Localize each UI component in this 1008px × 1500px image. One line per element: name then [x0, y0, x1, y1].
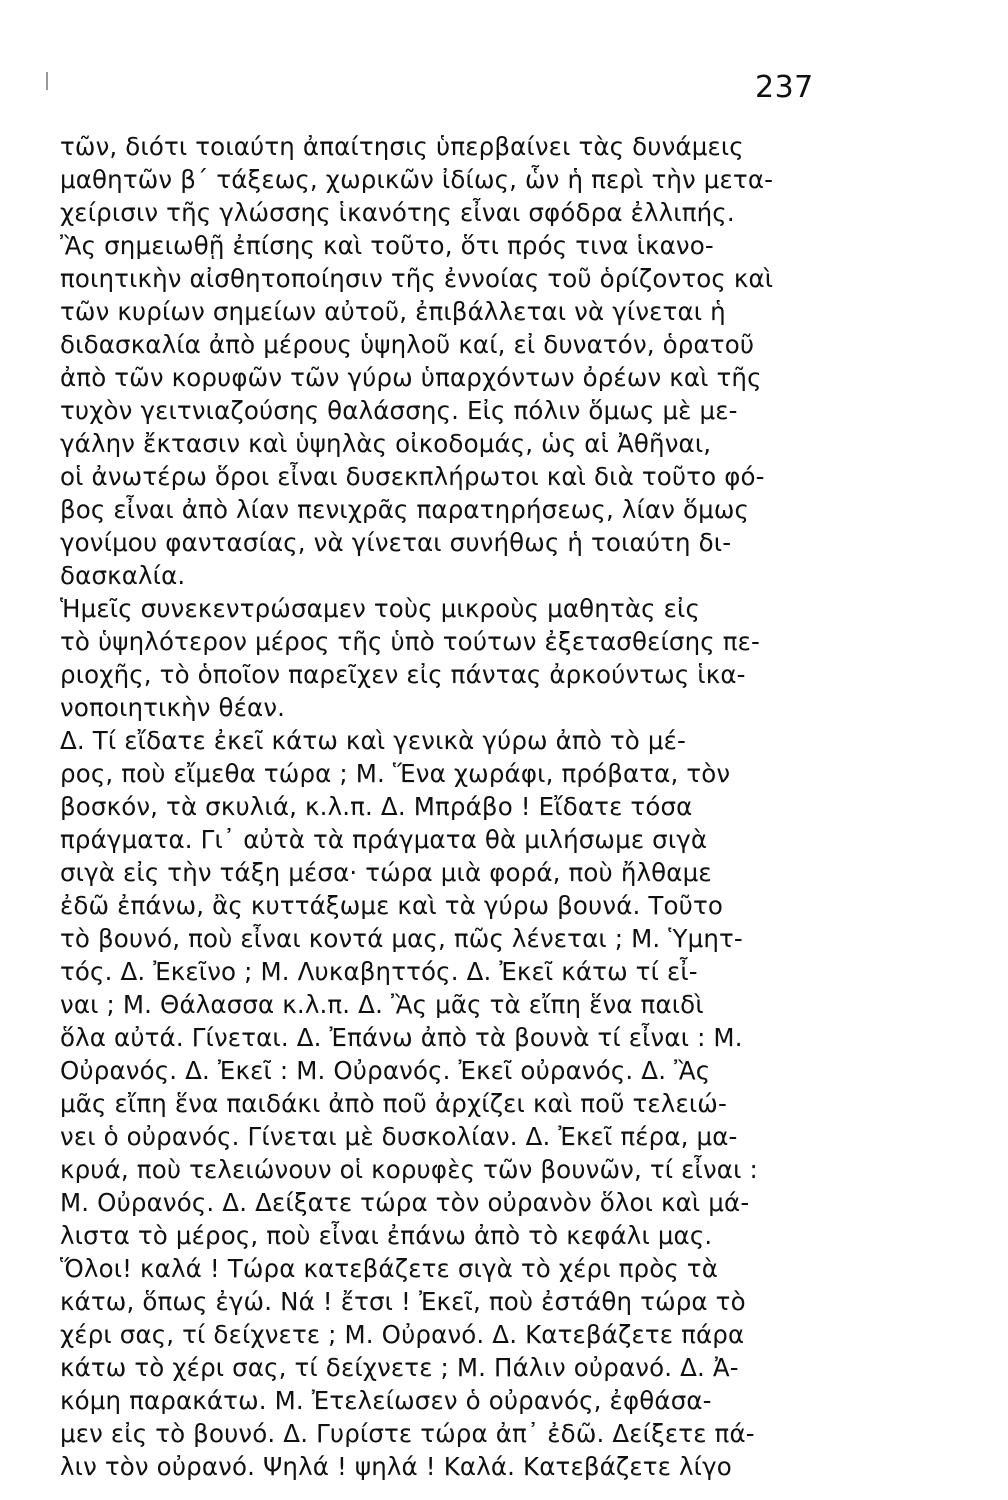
text-line: σιγὰ εἰς τὴν τάξη μέσα· τώρα μιὰ φορά, ποὺ ἤλθαμε	[60, 858, 712, 887]
text-line: μᾶς εἴπη ἕνα παιδάκι ἀπὸ ποῦ ἀρχίζει καὶ ποῦ τελειώ-	[60, 1089, 727, 1118]
text-line: νει ὁ οὐρανός. Γίνεται μὲ δυσκολίαν. Δ. Ἐκεῖ πέρα, μα-	[60, 1122, 738, 1151]
text-line: κάτω τὸ χέρι σας, τί δείχνετε ; Μ. Πάλιν οὐρανό. Δ. Ἀ-	[60, 1353, 739, 1382]
text-line: διδασκαλία ἀπὸ μέρους ὑψηλοῦ καί, εἰ δυνατόν, ὁρατοῦ	[60, 330, 755, 359]
text-line: ποιητικὴν αἰσθητοποίησιν τῆς ἐννοίας τοῦ ὁρίζοντος καὶ	[60, 264, 774, 293]
text-line: κάτω, ὅπως ἐγώ. Νά ! ἔτσι ! Ἐκεῖ, ποὺ ἐστάθη τώρα τὸ	[60, 1287, 746, 1316]
text-line: τός. Δ. Ἐκεῖνο ; Μ. Λυκαβηττός. Δ. Ἐκεῖ κάτω τί εἶ-	[60, 957, 698, 986]
text-line: βος εἶναι ἀπὸ λίαν πενιχρᾶς παρατηρήσεως, λίαν ὅμως	[60, 495, 750, 524]
text-line: Ἡμεῖς συνεκεντρώσαμεν τοὺς μικροὺς μαθητὰς εἰς	[60, 594, 700, 623]
text-line: τὸ ὑψηλότερον μέρος τῆς ὑπὸ τούτων ἐξετασθείσης πε-	[60, 627, 761, 656]
text-line: μεν εἰς τὸ βουνό. Δ. Γυρίστε τώρα ἀπ᾽ ἐδῶ. Δείξετε πά-	[60, 1419, 755, 1448]
text-line: γονίμου φαντασίας, νὰ γίνεται συνήθως ἡ τοιαύτη δι-	[60, 528, 732, 557]
text-line: πράγματα. Γι᾽ αὐτὰ τὰ πράγματα θὰ μιλήσωμε σιγὰ	[60, 825, 708, 854]
scan-edge-mark	[46, 72, 48, 90]
text-line: λιν τὸν οὐρανό. Ψηλά ! ψηλά ! Καλά. Κατεβάζετε λίγο	[60, 1452, 732, 1481]
text-line: χείρισιν τῆς γλώσσης ἱκανότης εἶναι σφόδρα ἐλλιπής.	[60, 198, 735, 227]
text-line: τὸ βουνό, ποὺ εἶναι κοντά μας, πῶς λένεται ; Μ. Ὑμητ-	[60, 924, 743, 953]
text-line: βοσκόν, τὰ σκυλιά, κ.λ.π. Δ. Μπράβο ! Εἴδατε τόσα	[60, 792, 693, 821]
text-line: τυχὸν γειτνιαζούσης θαλάσσης. Εἰς πόλιν ὅμως μὲ με-	[60, 396, 738, 425]
text-line: ἐδῶ ἐπάνω, ἂς κυττάξωμε καὶ τὰ γύρω βουνά. Τοῦτο	[60, 891, 724, 920]
text-line: λιστα τὸ μέρος, ποὺ εἶναι ἐπάνω ἀπὸ τὸ κεφάλι μας.	[60, 1221, 713, 1250]
text-line: κρυά, ποὺ τελειώνουν οἱ κορυφὲς τῶν βουνῶν, τί εἶναι :	[60, 1155, 758, 1184]
text-line: ναι ; Μ. Θάλασσα κ.λ.π. Δ. Ἂς μᾶς τὰ εἴπη ἕνα παιδὶ	[60, 990, 704, 1019]
text-line: ἀπὸ τῶν κορυφῶν τῶν γύρω ὑπαρχόντων ὀρέων καὶ τῆς	[60, 363, 762, 392]
text-line: ὅλα αὐτά. Γίνεται. Δ. Ἐπάνω ἀπὸ τὰ βουνὰ τί εἶναι : Μ.	[60, 1023, 743, 1052]
text-line: ρος, ποὺ εἴμεθα τώρα ; Μ. Ἕνα χωράφι, πρόβατα, τὸν	[60, 759, 731, 788]
page-number: 237	[755, 70, 814, 105]
text-line: τῶν, διότι τοιαύτη ἀπαίτησις ὑπερβαίνει τὰς δυνάμεις	[60, 132, 744, 161]
text-line: γάλην ἔκτασιν καὶ ὑψηλὰς οἰκοδομάς, ὡς αἱ Ἀθῆναι,	[60, 429, 712, 458]
text-line: οἱ ἀνωτέρω ὅροι εἶναι δυσεκπλήρωτοι καὶ διὰ τοῦτο φό-	[60, 462, 765, 491]
text-line: τῶν κυρίων σημείων αὐτοῦ, ἐπιβάλλεται νὰ γίνεται ἡ	[60, 297, 726, 326]
page-body-text	[60, 130, 940, 1483]
text-line: χέρι σας, τί δείχνετε ; Μ. Οὐρανό. Δ. Κατεβάζετε πάρα	[60, 1320, 745, 1349]
text-line: Ἂς σημειωθῇ ἐπίσης καὶ τοῦτο, ὅτι πρός τινα ἱκανο-	[60, 231, 714, 260]
text-line: Οὐρανός. Δ. Ἐκεῖ : Μ. Οὐρανός. Ἐκεῖ οὐρανός. Δ. Ἂς	[60, 1056, 711, 1085]
text-line: Μ. Οὐρανός. Δ. Δείξατε τώρα τὸν οὐρανὸν ὅλοι καὶ μά-	[60, 1188, 750, 1217]
text-line: ριοχῆς, τὸ ὁποῖον παρεῖχεν εἰς πάντας ἀρκούντως ἱκα-	[60, 660, 746, 689]
text-line: κόμη παρακάτω. Μ. Ἐτελείωσεν ὁ οὐρανός, ἐφθάσα-	[60, 1386, 712, 1415]
text-line: νοποιητικὴν θέαν.	[60, 693, 286, 722]
text-line: Ὅλοι! καλά ! Τώρα κατεβάζετε σιγὰ τὸ χέρι πρὸς τὰ	[60, 1254, 718, 1283]
text-line: δασκαλία.	[60, 561, 186, 590]
text-line: μαθητῶν β΄ τάξεως, χωρικῶν ἰδίως, ὧν ἡ περὶ τὴν μετα-	[60, 165, 774, 194]
text-line: Δ. Τί εἴδατε ἐκεῖ κάτω καὶ γενικὰ γύρω ἀπὸ τὸ μέ-	[60, 726, 686, 755]
